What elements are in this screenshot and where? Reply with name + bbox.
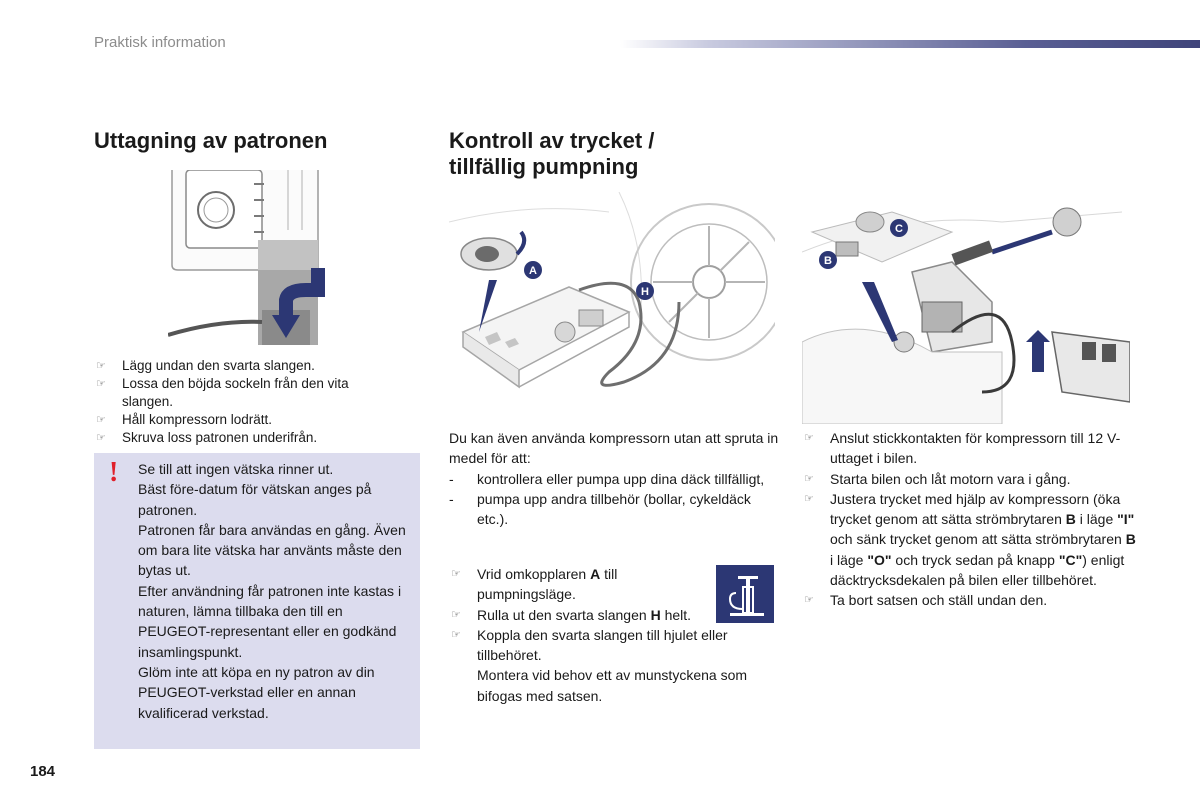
switch-label: A	[590, 566, 601, 582]
step-text: Ta bort satsen och ställ undan den.	[830, 592, 1048, 609]
cartridge-removal-illustration	[168, 170, 332, 345]
step-text: Håll kompressorn lodrätt.	[122, 412, 273, 427]
list-item	[802, 590, 1142, 610]
step-text: Justera trycket med hjälp av kompressorn (öka trycket genom att sätta strömbrytaren	[830, 490, 1121, 528]
socket-drawing	[802, 192, 1130, 424]
page-number: 184	[30, 763, 56, 780]
step-text: ) enligt däcktrycksdekalen på bilen eller tillbehöret.	[830, 551, 1125, 589]
button-label: "C"	[1058, 551, 1083, 568]
hand-pointer-icon: ☞	[451, 608, 461, 621]
position-label: "I"	[1117, 511, 1135, 528]
list-item	[94, 429, 394, 447]
callout-h: H	[641, 286, 649, 298]
list-item	[449, 469, 779, 489]
list-item	[449, 564, 711, 605]
step-text: Vrid omkopplaren	[477, 566, 591, 582]
warning-text	[138, 459, 414, 723]
compressor-intro	[449, 428, 779, 529]
step-text: Skruva loss patronen underifrån.	[122, 430, 318, 445]
position-label: "O"	[867, 551, 892, 568]
section-label: Praktisk information	[94, 34, 226, 51]
hand-pointer-icon: ☞	[804, 594, 814, 607]
step-text: helt.	[660, 606, 692, 623]
step-text: Koppla den svarta slangen till hjulet eller tillbehöret.	[477, 626, 728, 664]
hand-pointer-icon: ☞	[96, 432, 106, 444]
dash-marker: -	[449, 470, 454, 487]
step-text: Rulla ut den svarta slangen	[477, 606, 651, 623]
callout-b: B	[824, 255, 832, 267]
list-item	[802, 428, 1142, 469]
removal-steps-list	[94, 357, 394, 447]
connection-steps-list	[802, 428, 1142, 611]
switch-label: B	[1125, 531, 1136, 548]
right-title-line2: tillfällig pumpning	[449, 154, 639, 179]
left-title: Uttagning av patronen	[94, 128, 328, 153]
warning-paragraph: Glöm inte att köpa en ny patron av din PEUGEOT-verkstad eller en annan kvalificerad verkstad.	[138, 663, 375, 721]
step-text: i läge	[830, 551, 868, 568]
warning-paragraph: Patronen får bara användas en gång. Även om bara lite vätska har använts måste den bytas ut.	[138, 521, 406, 579]
list-item	[94, 375, 394, 411]
hand-pointer-icon: ☞	[804, 432, 814, 444]
power-socket-illustration	[802, 192, 1130, 424]
cartridge-drawing	[168, 170, 332, 345]
hand-pointer-icon: ☞	[96, 414, 106, 426]
exclamation-icon: !	[109, 457, 119, 488]
hand-pointer-icon: ☞	[804, 492, 814, 505]
step-text: till pumpningsläge.	[477, 566, 618, 603]
right-title-line1: Kontroll av trycket /	[449, 128, 655, 153]
header-gradient-bar	[620, 40, 1200, 48]
list-item	[449, 605, 711, 625]
step-text: i läge	[1075, 511, 1118, 528]
hose-label: H	[650, 606, 661, 623]
step-text: Lägg undan den svarta slangen.	[122, 358, 315, 373]
compressor-drawing	[449, 192, 775, 410]
hand-pointer-icon: ☞	[804, 472, 814, 485]
list-item	[802, 469, 1142, 489]
step-text: Starta bilen och låt motorn vara i gång.	[830, 470, 1071, 487]
uses-list	[449, 469, 779, 530]
right-title	[449, 128, 749, 180]
warning-paragraph: Efter användning får patronen inte kastas i naturen, lämna tillbaka den till en PEUGEOT-representant eller en godkänd insamlingspunkt.	[138, 582, 402, 660]
warning-box	[94, 453, 420, 749]
callout-c: C	[895, 223, 903, 235]
warning-paragraph: Se till att ingen vätska rinner ut.	[138, 461, 334, 477]
tyre-pump-icon	[716, 565, 774, 623]
step-text: Anslut stickkontakten för kompressorn till 12 V-uttaget i bilen.	[830, 430, 1121, 467]
list-item	[94, 357, 394, 375]
list-item	[449, 625, 779, 706]
hand-pointer-icon: ☞	[451, 628, 461, 641]
intro-text: Du kan även använda kompressorn utan att spruta in medel för att:	[449, 430, 779, 467]
list-item	[449, 489, 779, 530]
callout-a: A	[529, 265, 537, 277]
step-text: och sänk trycket genom att sätta strömbrytaren	[830, 531, 1126, 548]
hand-pointer-icon: ☞	[96, 378, 106, 390]
compressor-wheel-illustration	[449, 192, 775, 410]
step-text: Lossa den böjda sockeln från den vita slangen.	[122, 376, 349, 409]
switch-label: B	[1065, 511, 1076, 528]
hand-pointer-icon: ☞	[451, 568, 461, 580]
use-text: pumpa upp andra tillbehör (bollar, cykeldäck etc.).	[477, 490, 751, 528]
warning-paragraph: Bäst före-datum för vätskan anges på patronen.	[138, 481, 372, 518]
step-text: och tryck sedan på knapp	[891, 551, 1059, 568]
pump-symbol	[716, 565, 774, 623]
hand-pointer-icon: ☞	[96, 360, 106, 372]
dash-marker: -	[449, 490, 454, 507]
use-text: kontrollera eller pumpa upp dina däck tillfälligt,	[477, 470, 765, 487]
list-item	[802, 489, 1142, 590]
step-text: Montera vid behov ett av munstyckena som bifogas med satsen.	[477, 667, 748, 704]
list-item	[94, 411, 394, 429]
